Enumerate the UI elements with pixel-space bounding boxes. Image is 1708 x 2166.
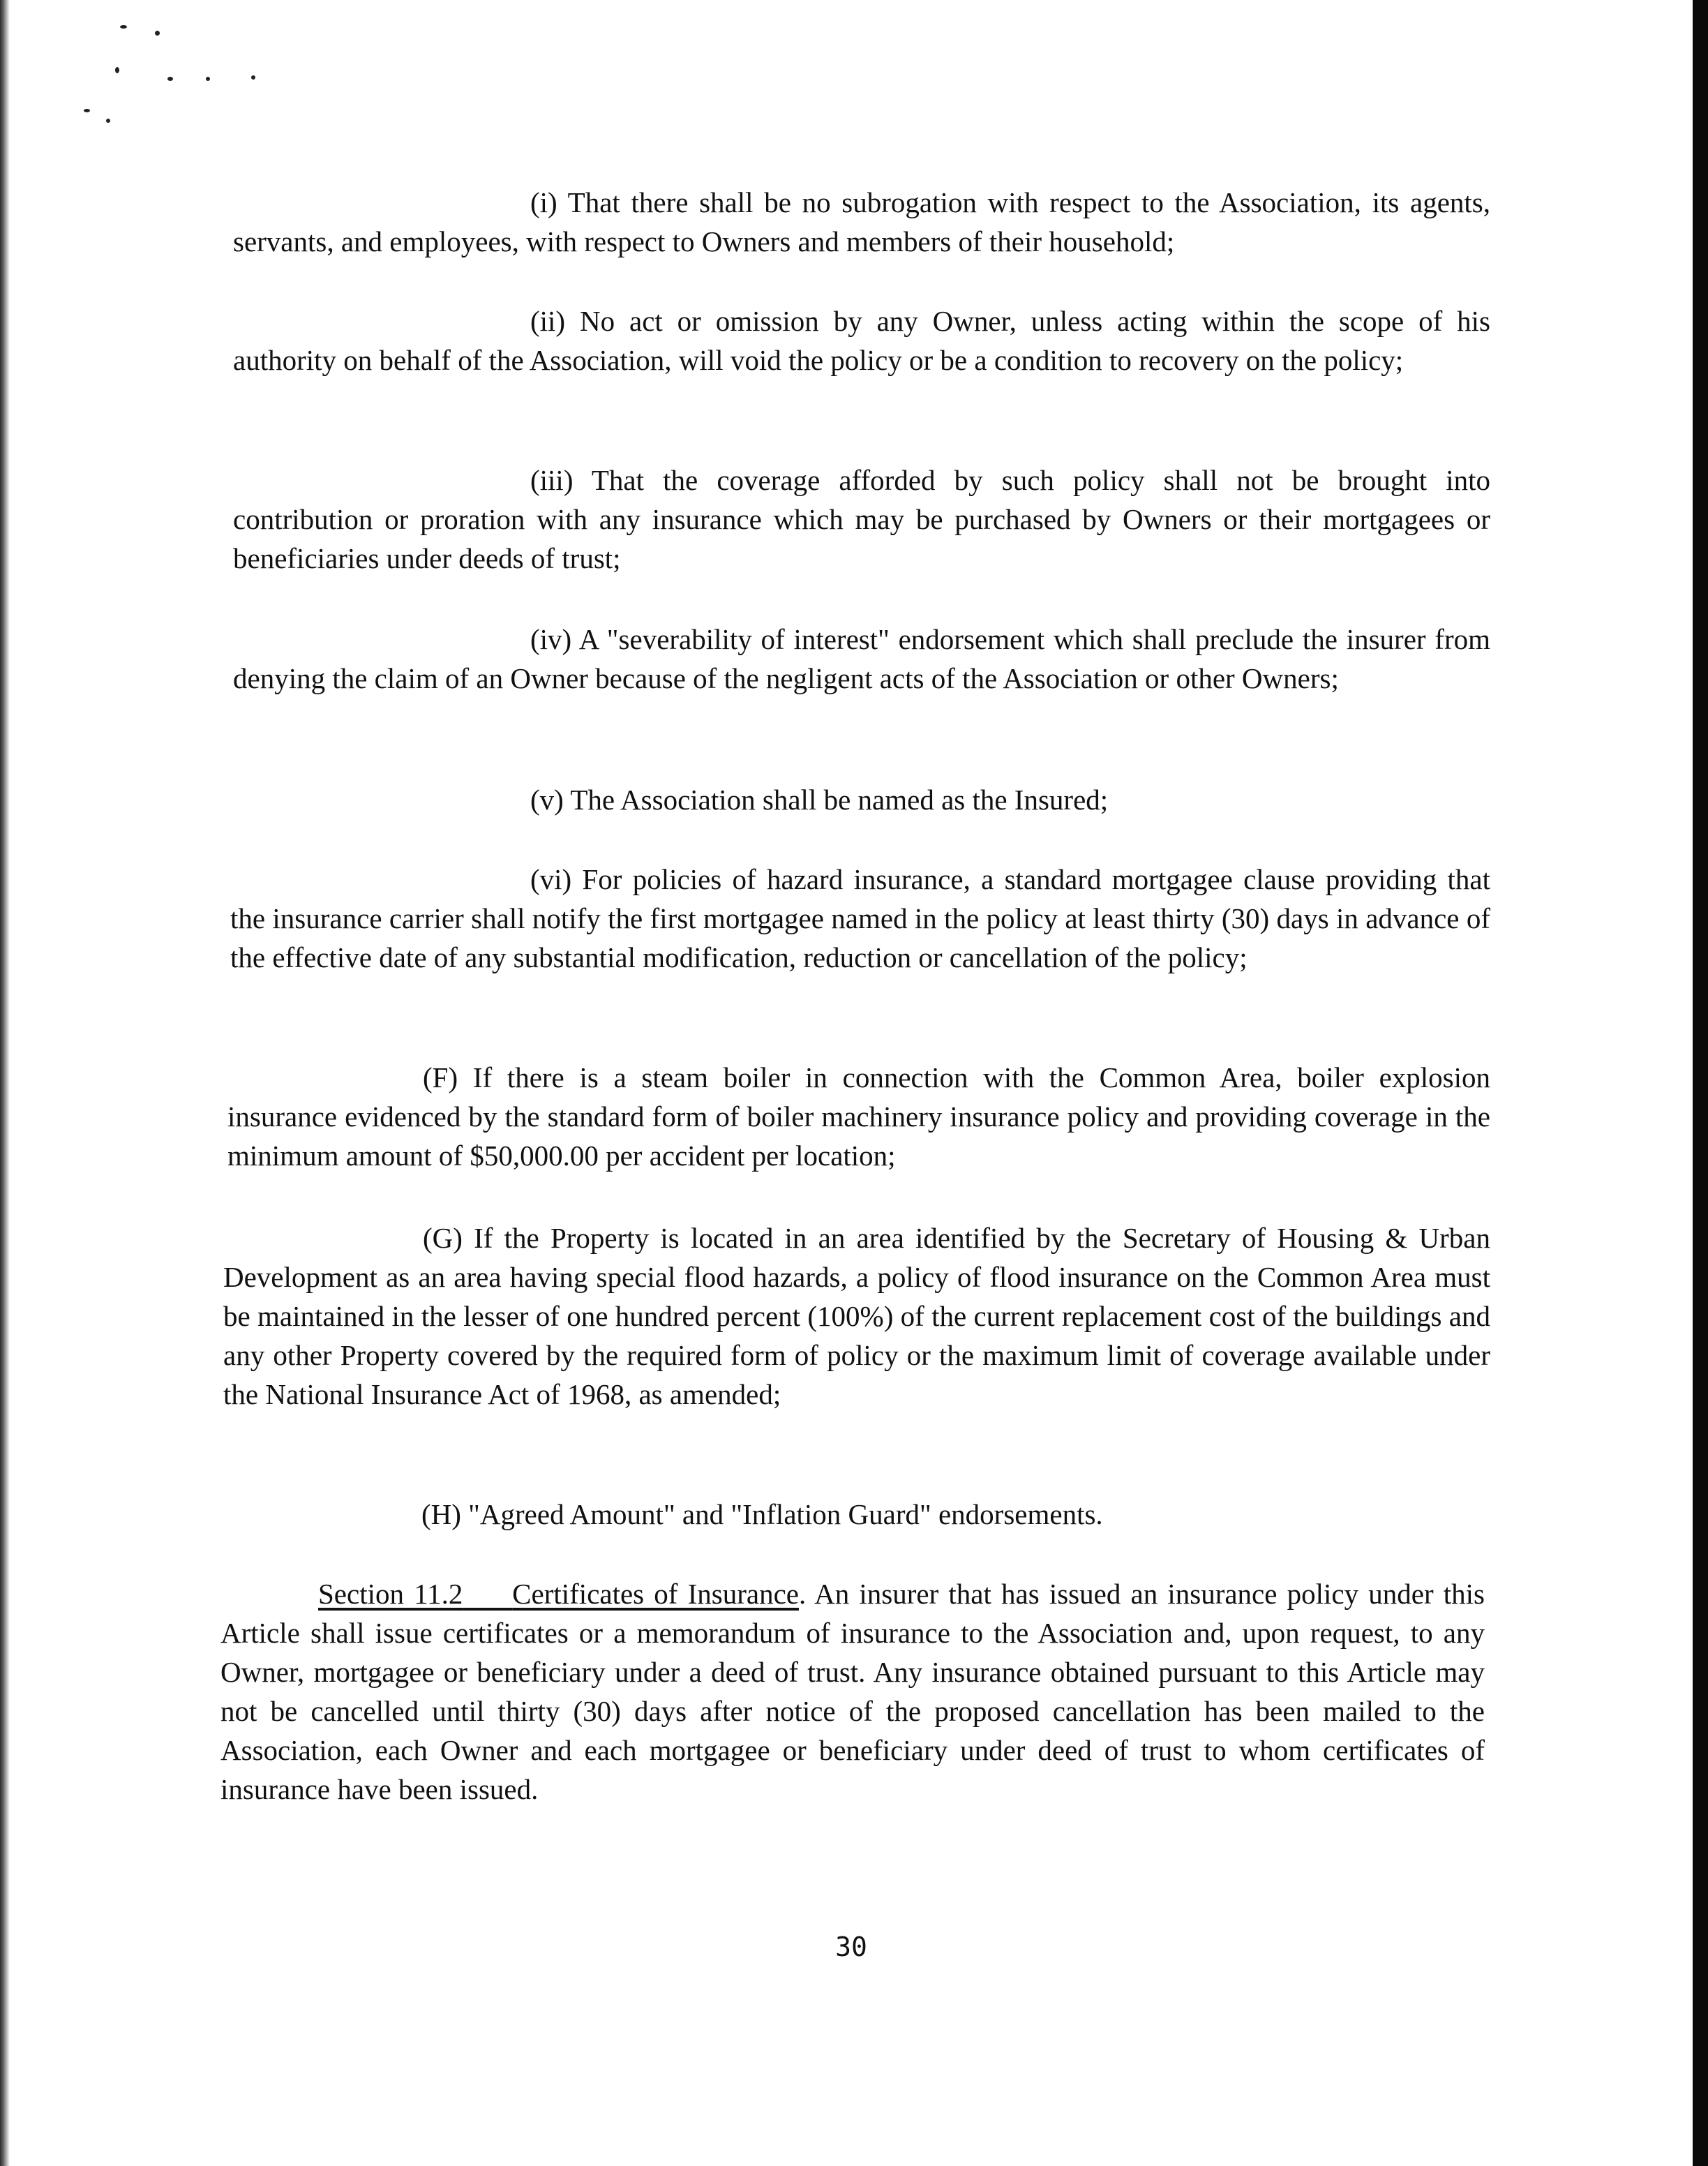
clause-iv [233, 620, 1490, 698]
scan-speck [120, 25, 127, 29]
scan-speck [115, 67, 119, 73]
clause-i-text: That there shall be no subrogation with respect to the Association, its agents, servants, and employees, with respect to Owners and members of their household; [233, 186, 1490, 257]
clause-G-lead: (G) [423, 1222, 463, 1254]
clause-iv-lead: (iv) [530, 623, 572, 655]
scan-right-edge [1693, 0, 1708, 2166]
clause-iii [233, 461, 1490, 578]
clause-i [233, 183, 1490, 261]
scan-speck [167, 77, 173, 81]
clause-F [227, 1058, 1490, 1175]
clause-v [530, 780, 1108, 819]
section-title: Certificates of Insurance [512, 1578, 799, 1610]
clause-iii-lead: (iii) [530, 464, 574, 496]
clause-H-lead: (H) [421, 1498, 461, 1530]
scan-speck [206, 77, 210, 81]
scan-speck [155, 31, 160, 36]
clause-v-lead: (v) [530, 784, 564, 816]
clause-i-lead: (i) [530, 186, 557, 218]
clause-vi-text: For policies of hazard insurance, a standard mortgagee clause providing that the insurance carrier shall notify the first mortgagee named in the policy at least thirty (30) days in advance of the effective date of any substantial modification, reduction or cancellation of the policy; [230, 863, 1490, 973]
clause-ii-text: No act or omission by any Owner, unless acting within the scope of his authority on behalf of the Association, will void the policy or be a condition to recovery on the policy; [233, 305, 1491, 376]
clause-H-text: "Agreed Amount" and "Inflation Guard" endorsements. [468, 1498, 1103, 1530]
clause-ii-lead: (ii) [530, 305, 566, 337]
scan-left-edge [0, 0, 10, 2166]
scan-speck [84, 109, 90, 112]
clause-iv-text: A "severability of interest" endorsement which shall preclude the insurer from denying the claim of an Owner because of the negligent acts of the Association or other Owners; [233, 623, 1490, 694]
clause-F-text: If there is a steam boiler in connection with the Common Area, boiler explosion insurance evidenced by the standard form of boiler machinery insurance policy and providing coverage in the minimum amount of $50,000.00 per accident per location; [227, 1061, 1490, 1172]
section-number: Section 11.2 [318, 1578, 463, 1610]
section-text: . An insurer that has issued an insurance policy under this Article shall issue certificates or a memorandum of insurance to the Association and, upon request, to any Owner, mortgagee or beneficiary under a deed of trust. Any insurance obtained pursuant to this Article may not be cancelled until thirty (30) days after notice of the proposed cancellation has been mailed to the Association, each Owner and each mortgagee or beneficiary under deed of trust to whom certificates of insurance have been issued. [220, 1578, 1485, 1805]
clause-iii-text: That the coverage afforded by such policy shall not be brought into contribution or proration with any insurance which may be purchased by Owners or their mortgagees or beneficiaries under deeds of trust; [233, 464, 1491, 574]
clause-G [223, 1218, 1490, 1414]
clause-ii [233, 301, 1490, 380]
section-gap [463, 1578, 512, 1610]
section-11-2 [220, 1574, 1485, 1809]
clause-F-lead: (F) [423, 1061, 458, 1093]
clause-v-text: The Association shall be named as the Insured; [570, 784, 1109, 816]
scan-speck [106, 119, 110, 123]
page-number: 30 [835, 1932, 867, 1962]
clause-H [421, 1495, 1103, 1534]
clause-vi-lead: (vi) [530, 863, 572, 895]
clause-vi [230, 860, 1490, 977]
scan-speck [251, 75, 255, 80]
clause-G-text: If the Property is located in an area identified by the Secretary of Housing & Urban Development as an area having special flood hazards, a policy of flood insurance on the Common Area must be maintained in the lesser of one hundred percent (100%) of the current replacement cost of the buildings and any other Property covered by the required form of policy or the maximum limit of coverage available under the National Insurance Act of 1968, as amended; [223, 1222, 1490, 1410]
